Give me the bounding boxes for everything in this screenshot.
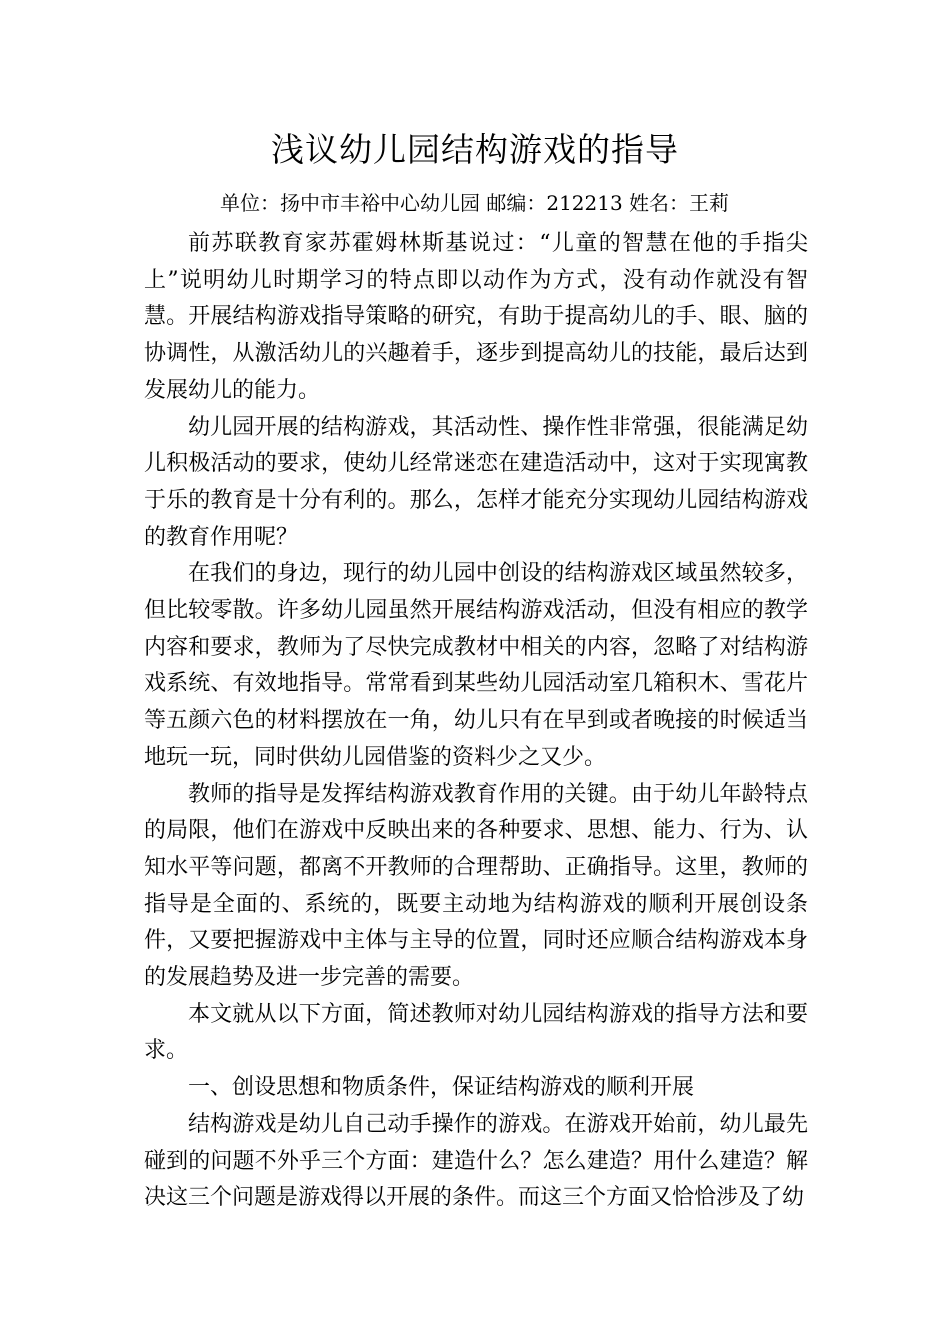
paragraph: 结构游戏是幼儿自己动手操作的游戏。在游戏开始前，幼儿最先碰到的问题不外乎三个方面：建造什么？怎么建造？用什么建造？解决这三个问题是游戏得以开展的条件。而这三个方面又恰恰涉及了幼	[144, 1111, 808, 1211]
paragraph: 在我们的身边，现行的幼儿园中创设的结构游戏区域虽然较多，但比较零散。许多幼儿园虽然开展结构游戏活动，但没有相应的教学内容和要求，教师为了尽快完成教材中相关的内容，忽略了对结构游戏系统、有效地指导。常常看到某些幼儿园活动室几箱积木、雪花片等五颜六色的材料摆放在一角，幼儿只有在早到或者晚接的时候适当地玩一玩，同时供幼儿园借鉴的资料少之又少。	[144, 561, 808, 770]
paragraph: 本文就从以下方面，简述教师对幼儿园结构游戏的指导方法和要求。	[144, 1001, 808, 1064]
author-info: 单位：扬中市丰裕中心幼儿园 邮编：212213 姓名：王莉	[220, 191, 730, 215]
document-body	[144, 226, 808, 1217]
paragraph: 教师的指导是发挥结构游戏教育作用的关键。由于幼儿年龄特点的局限，他们在游戏中反映出来的各种要求、思想、能力、行为、认知水平等问题，都离不开教师的合理帮助、正确指导。这里，教师的指导是全面的、系统的，既要主动地为结构游戏的顺利开展创设条件，又要把握游戏中主体与主导的位置，同时还应顺合结构游戏本身的发展趋势及进一步完善的需要。	[144, 781, 808, 991]
paragraph: 幼儿园开展的结构游戏，其活动性、操作性非常强，很能满足幼儿积极活动的要求，使幼儿经常迷恋在建造活动中，这对于实现寓教于乐的教育是十分有利的。那么，怎样才能充分实现幼儿园结构游戏的教育作用呢？	[144, 414, 808, 550]
paragraph: 前苏联教育家苏霍姆林斯基说过：“儿童的智慧在他的手指尖上”说明幼儿时期学习的特点即以动作为方式，没有动作就没有智慧。开展结构游戏指导策略的研究，有助于提高幼儿的手、眼、脑的协调性，从激活幼儿的兴趣着手，逐步到提高幼儿的技能，最后达到发展幼儿的能力。	[144, 231, 808, 403]
document-title: 浅议幼儿园结构游戏的指导	[271, 130, 679, 169]
section-heading: 一、创设思想和物质条件，保证结构游戏的顺利开展	[188, 1075, 695, 1101]
